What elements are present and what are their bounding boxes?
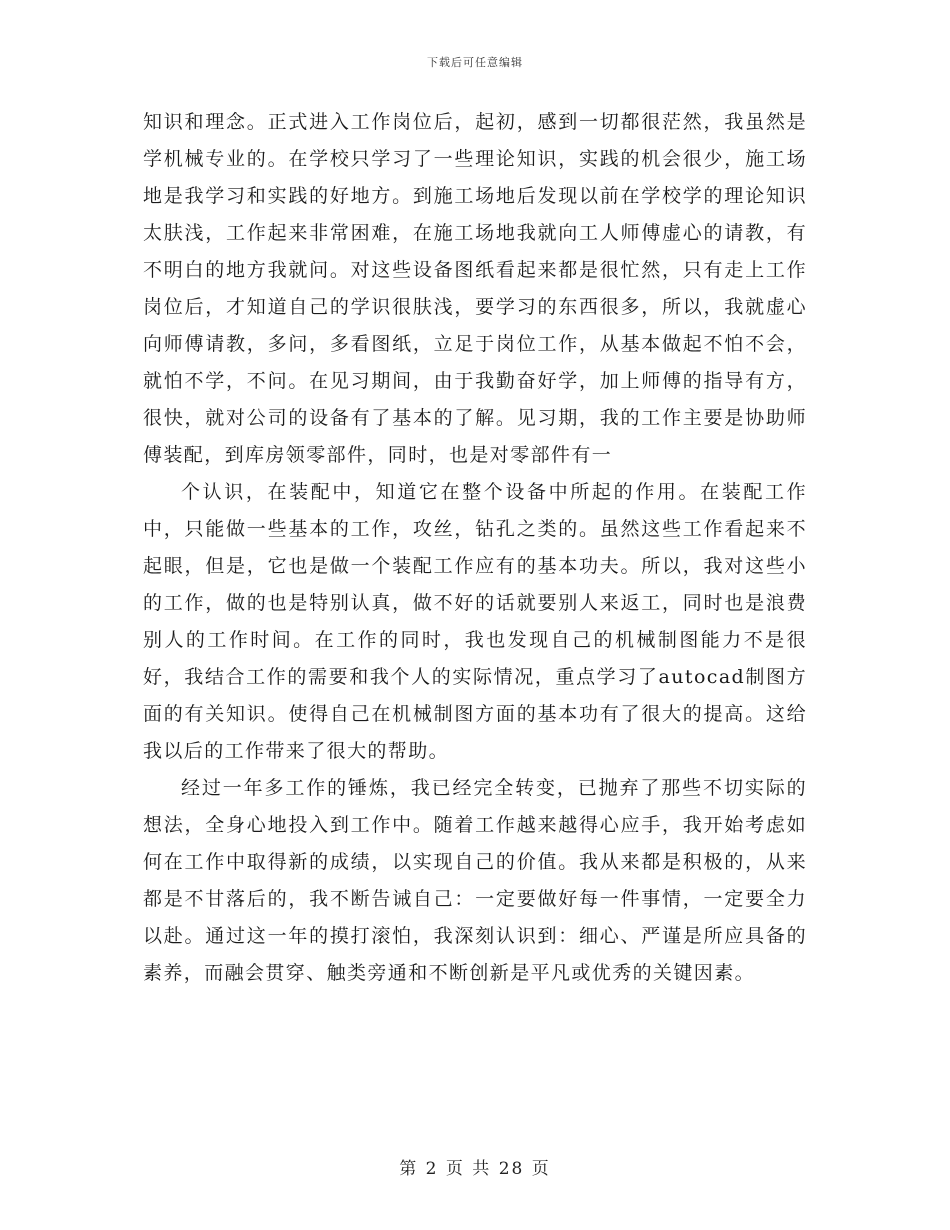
document-body xyxy=(143,104,807,992)
page-header: 下载后可任意编辑 xyxy=(427,56,523,69)
paragraph-1: 知识和理念。正式进入工作岗位后，起初，感到一切都很茫然，我虽然是学机械专业的。在学校只学习了一些理论知识，实践的机会很少，施工场地是我学习和实践的好地方。到施工场地后发现以前在学校学的理论知识太肤浅，工作起来非常困难，在施工场地我就向工人师傅虚心的请教，有不明白的地方我就问。对这些设备图纸看起来都是很忙然，只有走上工作岗位后，才知道自己的学识很肤浅，要学习的东西很多，所以，我就虚心向师傅请教，多问，多看图纸，立足于岗位工作，从基本做起不怕不会，就怕不学，不问。在见习期间，由于我勤奋好学，加上师傅的指导有方，很快，就对公司的设备有了基本的了解。见习期，我的工作主要是协助师傅装配，到库房领零部件，同时，也是对零部件有一 xyxy=(143,111,807,466)
paragraph-2: 个认识，在装配中，知道它在整个设备中所起的作用。在装配工作中，只能做一些基本的工作，攻丝，钻孔之类的。虽然这些工作看起来不起眼，但是，它也是做一个装配工作应有的基本功夫。所以，我对这些小的工作，做的也是特别认真，做不好的话就要别人来返工，同时也是浪费别人的工作时间。在工作的同时，我也发现自己的机械制图能力不是很好，我结合工作的需要和我个人的实际情况，重点学习了autocad制图方面的有关知识。使得自己在机械制图方面的基本功有了很大的提高。这给我以后的工作带来了很大的帮助。 xyxy=(143,481,807,762)
page-number-footer: 第 2 页 共 28 页 xyxy=(399,1159,551,1179)
paragraph-3: 经过一年多工作的锤炼，我已经完全转变，已抛弃了那些不切实际的想法，全身心地投入到工作中。随着工作越来越得心应手，我开始考虑如何在工作中取得新的成绩，以实现自己的价值。我从来都是积极的，从来都是不甘落后的，我不断告诫自己：一定要做好每一件事情，一定要全力以赴。通过这一年的摸打滚怕，我深刻认识到：细心、严谨是所应具备的素养，而融会贯穿、触类旁通和不断创新是平凡或优秀的关键因素。 xyxy=(143,777,807,984)
